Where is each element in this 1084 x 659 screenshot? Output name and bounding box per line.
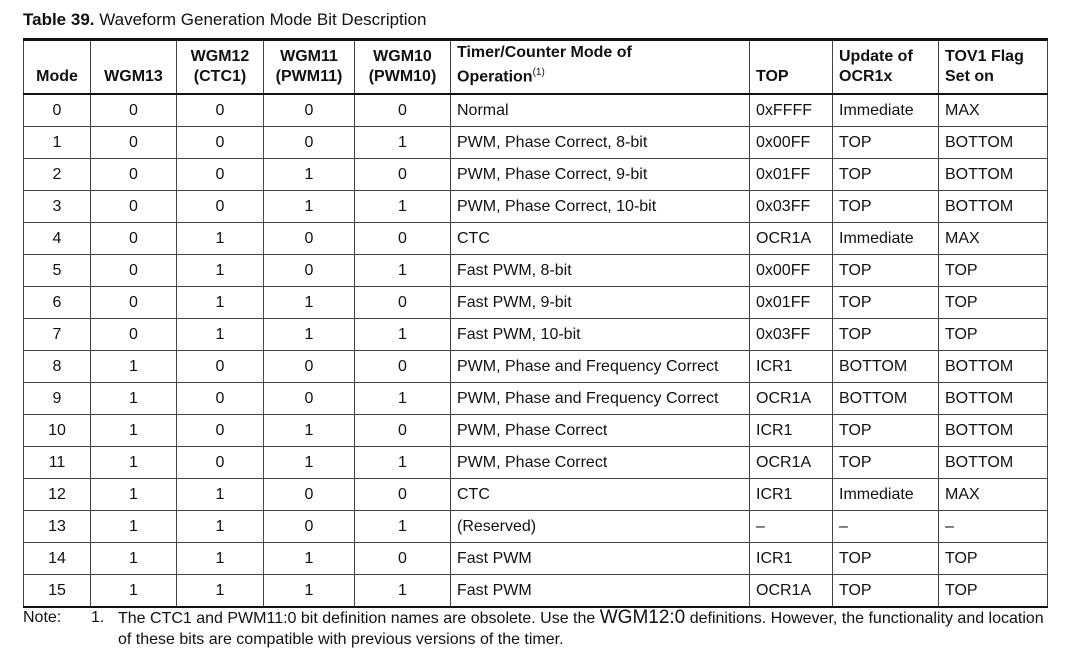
- table-row: [24, 447, 1048, 479]
- cell-top: 0x03FF: [750, 319, 833, 351]
- table-row: [24, 351, 1048, 383]
- cell-mode: 1: [24, 127, 91, 159]
- note-label: Note:: [23, 609, 62, 626]
- header-top: TOP: [750, 40, 833, 95]
- cell-operation: Fast PWM: [451, 575, 750, 608]
- cell-mode: 10: [24, 415, 91, 447]
- cell-top: OCR1A: [750, 575, 833, 608]
- cell-wgm13: 0: [91, 159, 177, 191]
- cell-wgm10: 0: [355, 159, 451, 191]
- cell-mode: 13: [24, 511, 91, 543]
- cell-tov1: TOP: [939, 255, 1048, 287]
- note-index: 1.: [91, 609, 105, 626]
- cell-tov1: TOP: [939, 319, 1048, 351]
- cell-wgm11: 0: [264, 223, 355, 255]
- cell-wgm12: 1: [177, 479, 264, 511]
- table-row: [24, 255, 1048, 287]
- cell-update: –: [833, 511, 939, 543]
- cell-mode: 0: [24, 94, 91, 127]
- cell-wgm10: 1: [355, 575, 451, 608]
- cell-top: 0x00FF: [750, 127, 833, 159]
- table-row: [24, 127, 1048, 159]
- cell-tov1: BOTTOM: [939, 351, 1048, 383]
- cell-wgm12: 0: [177, 127, 264, 159]
- cell-wgm11: 0: [264, 94, 355, 127]
- cell-wgm11: 0: [264, 383, 355, 415]
- cell-wgm13: 0: [91, 319, 177, 351]
- cell-wgm12: 1: [177, 319, 264, 351]
- cell-wgm11: 0: [264, 351, 355, 383]
- cell-tov1: BOTTOM: [939, 127, 1048, 159]
- cell-top: 0x00FF: [750, 255, 833, 287]
- table-row: [24, 319, 1048, 351]
- cell-operation: PWM, Phase and Frequency Correct: [451, 383, 750, 415]
- cell-wgm13: 1: [91, 511, 177, 543]
- cell-wgm12: 1: [177, 287, 264, 319]
- cell-tov1: –: [939, 511, 1048, 543]
- cell-top: ICR1: [750, 543, 833, 575]
- cell-tov1: MAX: [939, 479, 1048, 511]
- cell-wgm12: 0: [177, 415, 264, 447]
- header-row: [24, 40, 1048, 95]
- table-body: [24, 94, 1048, 607]
- cell-wgm13: 1: [91, 383, 177, 415]
- cell-wgm11: 0: [264, 255, 355, 287]
- cell-update: BOTTOM: [833, 383, 939, 415]
- table-row: [24, 223, 1048, 255]
- header-mode: Mode: [24, 40, 91, 95]
- cell-wgm12: 1: [177, 511, 264, 543]
- cell-operation: PWM, Phase Correct, 10-bit: [451, 191, 750, 223]
- cell-tov1: TOP: [939, 287, 1048, 319]
- cell-operation: Fast PWM, 9-bit: [451, 287, 750, 319]
- cell-wgm11: 1: [264, 287, 355, 319]
- cell-wgm12: 1: [177, 543, 264, 575]
- cell-wgm12: 1: [177, 223, 264, 255]
- cell-tov1: BOTTOM: [939, 447, 1048, 479]
- cell-top: 0x03FF: [750, 191, 833, 223]
- cell-wgm12: 1: [177, 255, 264, 287]
- cell-mode: 2: [24, 159, 91, 191]
- cell-wgm12: 1: [177, 575, 264, 608]
- cell-wgm13: 0: [91, 127, 177, 159]
- cell-wgm13: 0: [91, 287, 177, 319]
- cell-wgm12: 0: [177, 351, 264, 383]
- cell-update: BOTTOM: [833, 351, 939, 383]
- cell-wgm11: 0: [264, 511, 355, 543]
- cell-wgm12: 0: [177, 94, 264, 127]
- cell-operation: PWM, Phase Correct: [451, 415, 750, 447]
- table-caption: [23, 10, 426, 30]
- cell-update: TOP: [833, 575, 939, 608]
- cell-tov1: TOP: [939, 543, 1048, 575]
- table-row: [24, 287, 1048, 319]
- cell-operation: Normal: [451, 94, 750, 127]
- table-row: [24, 383, 1048, 415]
- cell-operation: CTC: [451, 223, 750, 255]
- cell-wgm10: 1: [355, 447, 451, 479]
- cell-tov1: BOTTOM: [939, 383, 1048, 415]
- cell-top: ICR1: [750, 479, 833, 511]
- cell-top: ICR1: [750, 415, 833, 447]
- table-row: [24, 159, 1048, 191]
- cell-wgm10: 1: [355, 383, 451, 415]
- cell-wgm12: 0: [177, 191, 264, 223]
- cell-wgm10: 0: [355, 543, 451, 575]
- cell-wgm13: 1: [91, 479, 177, 511]
- table-number: Table 39.: [23, 10, 95, 29]
- cell-wgm10: 0: [355, 287, 451, 319]
- cell-top: ICR1: [750, 351, 833, 383]
- cell-wgm13: 1: [91, 575, 177, 608]
- cell-wgm12: 0: [177, 447, 264, 479]
- cell-wgm10: 0: [355, 94, 451, 127]
- cell-update: TOP: [833, 543, 939, 575]
- cell-update: TOP: [833, 447, 939, 479]
- note-text: The CTC1 and PWM11:0 bit definition names are obsolete. Use the WGM12:0 definitions. However, the functionality and location of these bits are compatible with previous versions of the timer.: [118, 607, 1044, 648]
- cell-mode: 9: [24, 383, 91, 415]
- cell-tov1: TOP: [939, 575, 1048, 608]
- cell-top: OCR1A: [750, 223, 833, 255]
- cell-wgm11: 0: [264, 479, 355, 511]
- cell-wgm13: 0: [91, 94, 177, 127]
- cell-update: TOP: [833, 319, 939, 351]
- cell-tov1: MAX: [939, 223, 1048, 255]
- cell-operation: Fast PWM, 10-bit: [451, 319, 750, 351]
- header-wgm12: WGM12 (CTC1): [177, 40, 264, 95]
- cell-top: –: [750, 511, 833, 543]
- table-row: [24, 511, 1048, 543]
- cell-wgm13: 1: [91, 415, 177, 447]
- cell-operation: (Reserved): [451, 511, 750, 543]
- table-row: [24, 415, 1048, 447]
- cell-wgm11: 1: [264, 575, 355, 608]
- cell-update: TOP: [833, 255, 939, 287]
- cell-wgm13: 1: [91, 447, 177, 479]
- waveform-mode-table: [23, 38, 1048, 608]
- header-wgm13: WGM13: [91, 40, 177, 95]
- cell-tov1: BOTTOM: [939, 191, 1048, 223]
- cell-wgm11: 1: [264, 159, 355, 191]
- cell-mode: 15: [24, 575, 91, 608]
- cell-top: 0xFFFF: [750, 94, 833, 127]
- cell-wgm13: 0: [91, 191, 177, 223]
- cell-update: TOP: [833, 191, 939, 223]
- cell-mode: 14: [24, 543, 91, 575]
- cell-mode: 11: [24, 447, 91, 479]
- header-operation: Timer/Counter Mode of Operation$^{(1)}$: [451, 40, 750, 95]
- cell-wgm11: 1: [264, 319, 355, 351]
- cell-wgm10: 1: [355, 319, 451, 351]
- cell-update: Immediate: [833, 223, 939, 255]
- cell-wgm12: 0: [177, 383, 264, 415]
- table-row: [24, 191, 1048, 223]
- table-title: Waveform Generation Mode Bit Description: [99, 10, 427, 29]
- table-row: [24, 479, 1048, 511]
- cell-mode: 8: [24, 351, 91, 383]
- cell-tov1: BOTTOM: [939, 415, 1048, 447]
- cell-wgm11: 1: [264, 543, 355, 575]
- cell-top: 0x01FF: [750, 287, 833, 319]
- cell-wgm11: 1: [264, 447, 355, 479]
- cell-operation: CTC: [451, 479, 750, 511]
- cell-wgm10: 0: [355, 223, 451, 255]
- cell-operation: PWM, Phase Correct: [451, 447, 750, 479]
- header-update: Update of OCR1x: [833, 40, 939, 95]
- header-wgm10: WGM10 (PWM10): [355, 40, 451, 95]
- cell-mode: 12: [24, 479, 91, 511]
- cell-wgm11: 1: [264, 415, 355, 447]
- cell-mode: 5: [24, 255, 91, 287]
- cell-wgm13: 0: [91, 255, 177, 287]
- cell-top: OCR1A: [750, 447, 833, 479]
- cell-mode: 3: [24, 191, 91, 223]
- cell-wgm10: 1: [355, 127, 451, 159]
- cell-operation: Fast PWM, 8-bit: [451, 255, 750, 287]
- cell-wgm11: 1: [264, 191, 355, 223]
- table-row: [24, 575, 1048, 608]
- table-row: [24, 543, 1048, 575]
- cell-wgm10: 1: [355, 511, 451, 543]
- cell-mode: 7: [24, 319, 91, 351]
- cell-wgm12: 0: [177, 159, 264, 191]
- cell-update: Immediate: [833, 94, 939, 127]
- cell-mode: 4: [24, 223, 91, 255]
- cell-update: TOP: [833, 415, 939, 447]
- cell-wgm13: 1: [91, 351, 177, 383]
- cell-mode: 6: [24, 287, 91, 319]
- table-row: [24, 94, 1048, 127]
- cell-operation: PWM, Phase Correct, 8-bit: [451, 127, 750, 159]
- cell-tov1: MAX: [939, 94, 1048, 127]
- header-tov1: TOV1 Flag Set on: [939, 40, 1048, 95]
- cell-wgm10: 1: [355, 191, 451, 223]
- cell-operation: PWM, Phase Correct, 9-bit: [451, 159, 750, 191]
- cell-wgm10: 1: [355, 255, 451, 287]
- cell-operation: Fast PWM: [451, 543, 750, 575]
- cell-update: TOP: [833, 287, 939, 319]
- cell-wgm10: 0: [355, 479, 451, 511]
- cell-update: TOP: [833, 127, 939, 159]
- cell-tov1: BOTTOM: [939, 159, 1048, 191]
- cell-wgm10: 0: [355, 351, 451, 383]
- cell-top: OCR1A: [750, 383, 833, 415]
- cell-wgm13: 1: [91, 543, 177, 575]
- cell-wgm13: 0: [91, 223, 177, 255]
- cell-update: TOP: [833, 159, 939, 191]
- cell-update: Immediate: [833, 479, 939, 511]
- cell-operation: PWM, Phase and Frequency Correct: [451, 351, 750, 383]
- cell-wgm11: 0: [264, 127, 355, 159]
- cell-wgm10: 0: [355, 415, 451, 447]
- header-wgm11: WGM11 (PWM11): [264, 40, 355, 95]
- cell-top: 0x01FF: [750, 159, 833, 191]
